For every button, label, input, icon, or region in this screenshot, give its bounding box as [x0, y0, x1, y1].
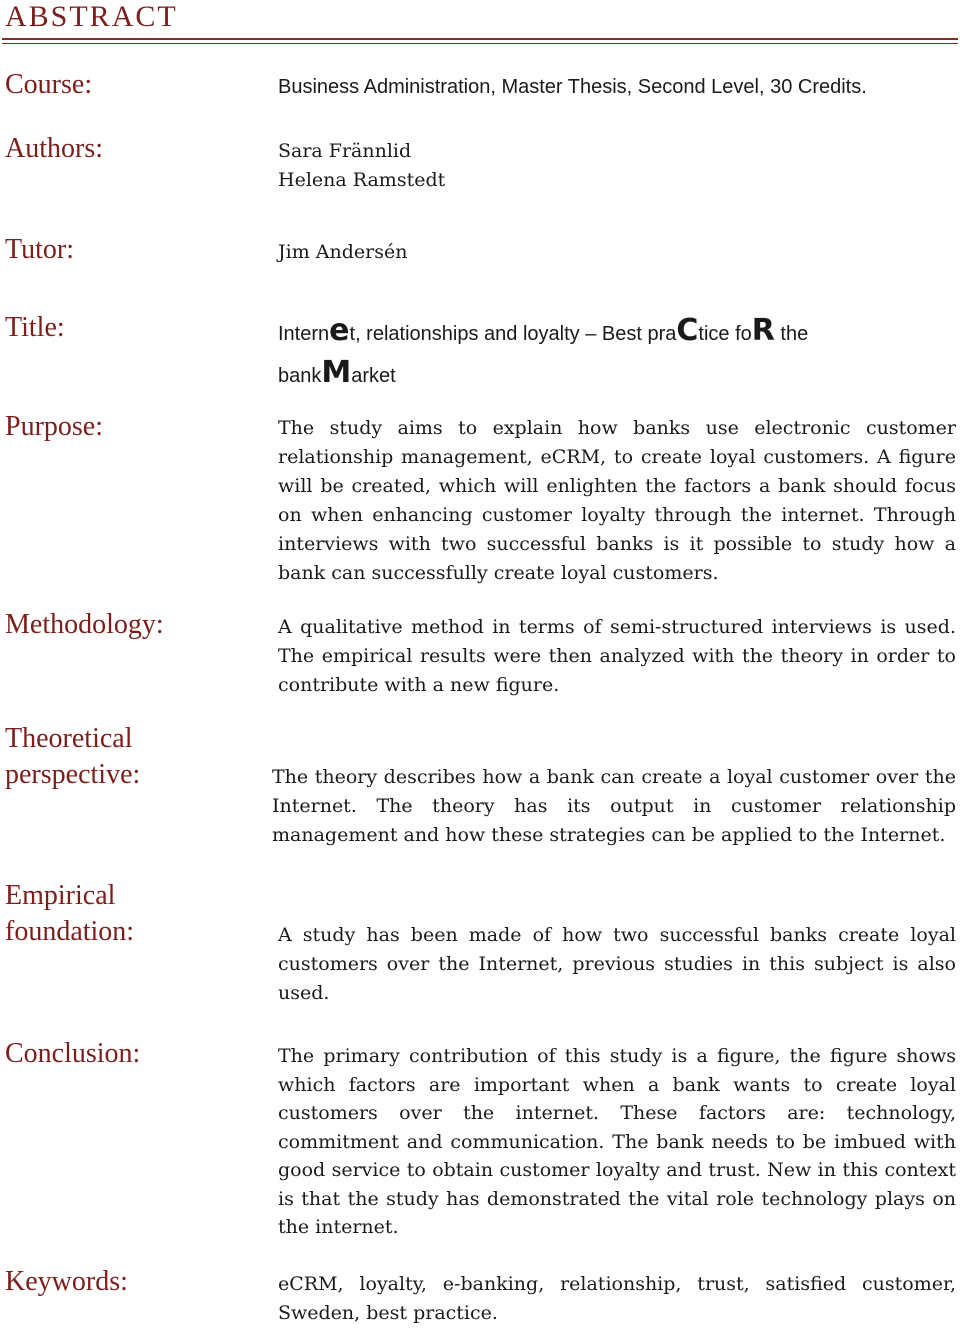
- conclusion-text: The primary contribution of this study is a figure, the figure shows which factors are important when a bank wants to create loyal customers over the internet. These factors are: technology, commitment and communication. The bank needs to be imbued with good service to obtain customer loyalty and trust. New in this context is that the study has demonstrated the vital role technology plays on the internet.: [278, 1045, 956, 1238]
- title-part: the: [774, 323, 809, 345]
- author-name: Sara Frännlid: [278, 140, 412, 162]
- title-value: [278, 313, 956, 397]
- authors-list: [278, 137, 956, 195]
- empirical-foundation-text: A study has been made of how two successful banks create loyal customers over the Internet, previous studies in this subject is also used.: [278, 924, 956, 1004]
- title-part: Intern: [278, 323, 330, 345]
- keywords-text: eCRM, loyalty, e-banking, relationship, trust, satisfied customer, Sweden, best practice.: [278, 1273, 956, 1324]
- title-decorated-letter: e: [329, 313, 350, 348]
- title-decorated-letter: C: [676, 313, 699, 348]
- theoretical-perspective-label: [5, 721, 140, 793]
- heading-rule-thick: [2, 38, 958, 40]
- title-part: tice fo: [698, 323, 752, 345]
- authors-label: Authors:: [5, 133, 103, 164]
- methodology-text: A qualitative method in terms of semi-structured interviews is used. The empirical results were then analyzed with the theory in order to contribute with a new figure.: [278, 616, 956, 696]
- purpose-label: Purpose:: [5, 411, 103, 442]
- title-line-2: [278, 355, 956, 397]
- tutor-value: Jim Andersén: [278, 241, 408, 263]
- methodology-label: Methodology:: [5, 609, 164, 640]
- label-line: perspective:: [5, 759, 141, 790]
- course-label: Course:: [5, 69, 93, 100]
- title-part: bank: [278, 365, 322, 387]
- keywords-label: Keywords:: [5, 1266, 128, 1297]
- title-decorated-letter: R: [751, 313, 775, 348]
- title-part: arket: [351, 365, 396, 387]
- title-decorated-letter: M: [321, 355, 352, 390]
- author-name: Helena Ramstedt: [278, 169, 446, 191]
- label-line: foundation:: [5, 916, 135, 947]
- title-part: t, relationships and loyalty – Best pra: [349, 323, 677, 345]
- label-line: Empirical: [5, 880, 116, 911]
- tutor-label: Tutor:: [5, 234, 75, 265]
- heading-rule-thin: [2, 43, 958, 44]
- purpose-text: The study aims to explain how banks use electronic customer relationship management, eCRM, to create loyal customers. A figure will be created, which will enlighten the factors a bank should focus on when enhancing customer loyalty through the internet. Through interviews with two successful banks is it possible to study how a bank can successfully create loyal customers.: [278, 417, 956, 584]
- label-line: Theoretical: [5, 723, 133, 754]
- title-label: Title:: [5, 312, 65, 343]
- conclusion-label: Conclusion:: [5, 1038, 141, 1069]
- course-value: Business Administration, Master Thesis, Second Level, 30 Credits.: [278, 76, 867, 98]
- empirical-foundation-label: [5, 878, 134, 950]
- title-line-1: [278, 313, 956, 355]
- abstract-heading: ABSTRACT: [5, 0, 178, 33]
- theoretical-perspective-text: The theory describes how a bank can create a loyal customer over the Internet. The theory has its output in customer relationship management and how these strategies can be applied to the Internet.: [272, 766, 956, 846]
